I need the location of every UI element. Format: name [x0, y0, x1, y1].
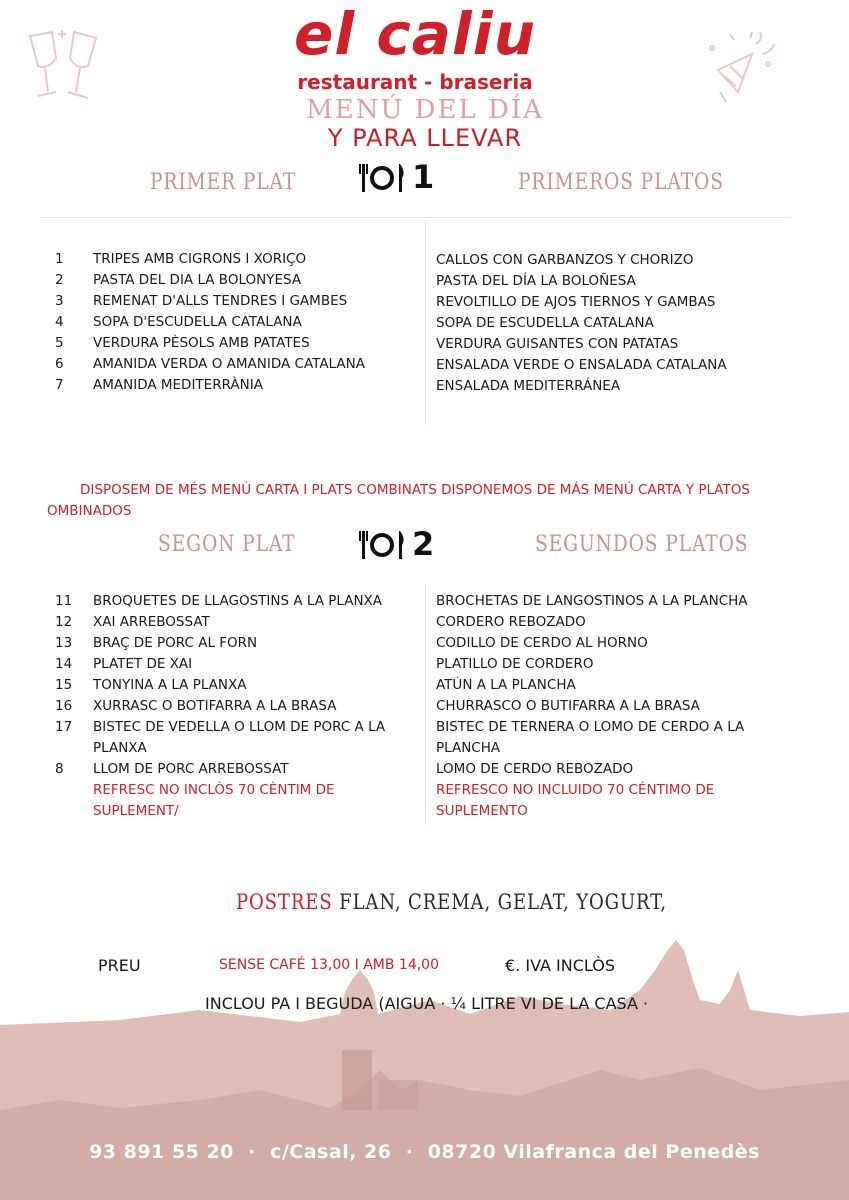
list-item: 1 TRIPES AMB CIGRONS I XORIÇO — [55, 251, 307, 267]
list-item: PLANCHA — [436, 740, 501, 756]
list-item: 3 REMENAT D'ALLS TENDRES I GAMBES — [55, 293, 348, 309]
list-item: BISTEC DE TERNERA O LOMO DE CERDO A LA — [436, 719, 745, 735]
contact-footer — [0, 1141, 849, 1163]
list-item: ATÚN A LA PLANCHA — [436, 677, 576, 693]
cutlery-icon — [358, 525, 408, 563]
first-course-number: 1 — [412, 158, 435, 196]
price-includes: INCLOU PA I BEGUDA (AIGUA · ¼ LITRE VI DE LA CASA · — [205, 994, 649, 1013]
second-course-title-ca: SEGON PLAT — [158, 532, 296, 557]
list-item: CORDERO REBOZADO — [436, 614, 586, 630]
list-item: CALLOS CON GARBANZOS Y CHORIZO — [436, 252, 694, 268]
price-amount: SENSE CAFÉ 13,00 I AMB 14,00 — [219, 957, 439, 973]
first-course-title-es: PRIMEROS PLATOS — [518, 170, 724, 195]
first-course-title-ca: PRIMER PLAT — [150, 170, 297, 195]
separator: · — [241, 1141, 263, 1163]
takeaway-title: Y PARA LLEVAR — [327, 124, 523, 152]
price-label: PREU — [98, 956, 141, 975]
list-item: PASTA DEL DÍA LA BOLOÑESA — [436, 273, 636, 289]
price-tax: €. IVA INCLÒS — [505, 956, 615, 975]
list-item: 7 AMANIDA MEDITERRÀNIA — [55, 377, 263, 393]
list-item: CHURRASCO O BUTIFARRA A LA BRASA — [436, 698, 700, 714]
list-item: PLATILLO DE CORDERO — [436, 656, 594, 672]
drink-note-es: REFRESCO NO INCLUIDO 70 CÉNTIMO DE — [436, 782, 715, 798]
list-item: 11 BROQUETES DE LLAGOSTINS A LA PLANXA — [55, 593, 383, 609]
list-item: PLANXA — [93, 740, 147, 756]
second-course-number: 2 — [412, 525, 435, 563]
list-item: 14 PLATET DE XAI — [55, 656, 193, 672]
column-divider — [425, 220, 426, 425]
list-item: 13 BRAÇ DE PORC AL FORN — [55, 635, 258, 651]
list-item: REVOLTILLO DE AJOS TIERNOS Y GAMBAS — [436, 294, 716, 310]
list-item: VERDURA GUISANTES CON PATATAS — [436, 336, 679, 352]
drink-note-ca: SUPLEMENT/ — [93, 803, 179, 819]
first-course-list-ca — [55, 249, 365, 396]
list-item: 16 XURRASC O BOTIFARRA A LA BRASA — [55, 698, 337, 714]
list-item: 12 XAI ARREBOSSAT — [55, 614, 210, 630]
list-item: ENSALADA MEDITERRÁNEA — [436, 378, 621, 394]
divider — [40, 217, 790, 218]
first-course-list-es — [436, 250, 727, 397]
column-divider — [425, 585, 426, 825]
second-course-list-ca — [55, 591, 385, 822]
list-item: 2 PASTA DEL DIA LA BOLONYESA — [55, 272, 302, 288]
phone-number: 93 891 55 20 — [89, 1141, 234, 1163]
list-item: 5 VERDURA PÈSOLS AMB PATATES — [55, 335, 310, 351]
list-item: 6 AMANIDA VERDA O AMANIDA CATALANA — [55, 356, 365, 372]
city: 08720 Vilafranca del Penedès — [427, 1141, 760, 1163]
champagne-glasses-icon — [18, 28, 108, 106]
list-item: 4 SOPA D'ESCUDELLA CATALANA — [55, 314, 302, 330]
address: c/Casal, 26 — [270, 1141, 392, 1163]
cutlery-icon — [358, 158, 408, 196]
extra-menu-notice: DISPOSEM DE MÉS MENÚ CARTA I PLATS COMBINATS DISPONEMOS DE MÁS MENÚ CARTA Y PLATOS — [80, 482, 750, 498]
second-course-marker — [358, 525, 434, 563]
extra-menu-notice-cont: OMBINADOS — [47, 503, 132, 519]
first-course-marker — [358, 158, 434, 196]
drink-note-es: SUPLEMENTO — [436, 803, 528, 819]
second-course-list-es — [436, 591, 748, 822]
list-item: 8 LLOM DE PORC ARREBOSSAT — [55, 761, 289, 777]
list-item: CODILLO DE CERDO AL HORNO — [436, 635, 648, 651]
list-item: 17 BISTEC DE VEDELLA O LLOM DE PORC A LA — [55, 719, 386, 735]
second-course-title-es: SEGUNDOS PLATOS — [535, 532, 749, 557]
restaurant-logo: el caliu — [294, 0, 536, 68]
separator: · — [398, 1141, 421, 1163]
desserts-label: POSTRES — [236, 890, 333, 914]
menu-title: MENÚ DEL DÍA — [306, 95, 544, 125]
party-popper-icon — [700, 30, 780, 110]
list-item: LOMO DE CERDO REBOZADO — [436, 761, 634, 777]
drink-note-ca: REFRESC NO INCLÒS 70 CÈNTIM DE — [93, 782, 335, 798]
desserts-line — [236, 890, 667, 914]
list-item: 15 TONYINA A LA PLANXA — [55, 677, 247, 693]
list-item: SOPA DE ESCUDELLA CATALANA — [436, 315, 654, 331]
list-item: ENSALADA VERDE O ENSALADA CATALANA — [436, 357, 727, 373]
desserts-text: FLAN, CREMA, GELAT, YOGURT, — [339, 890, 668, 914]
list-item: BROCHETAS DE LANGOSTINOS A LA PLANCHA — [436, 593, 748, 609]
restaurant-subtitle: restaurant - braseria — [297, 70, 533, 94]
